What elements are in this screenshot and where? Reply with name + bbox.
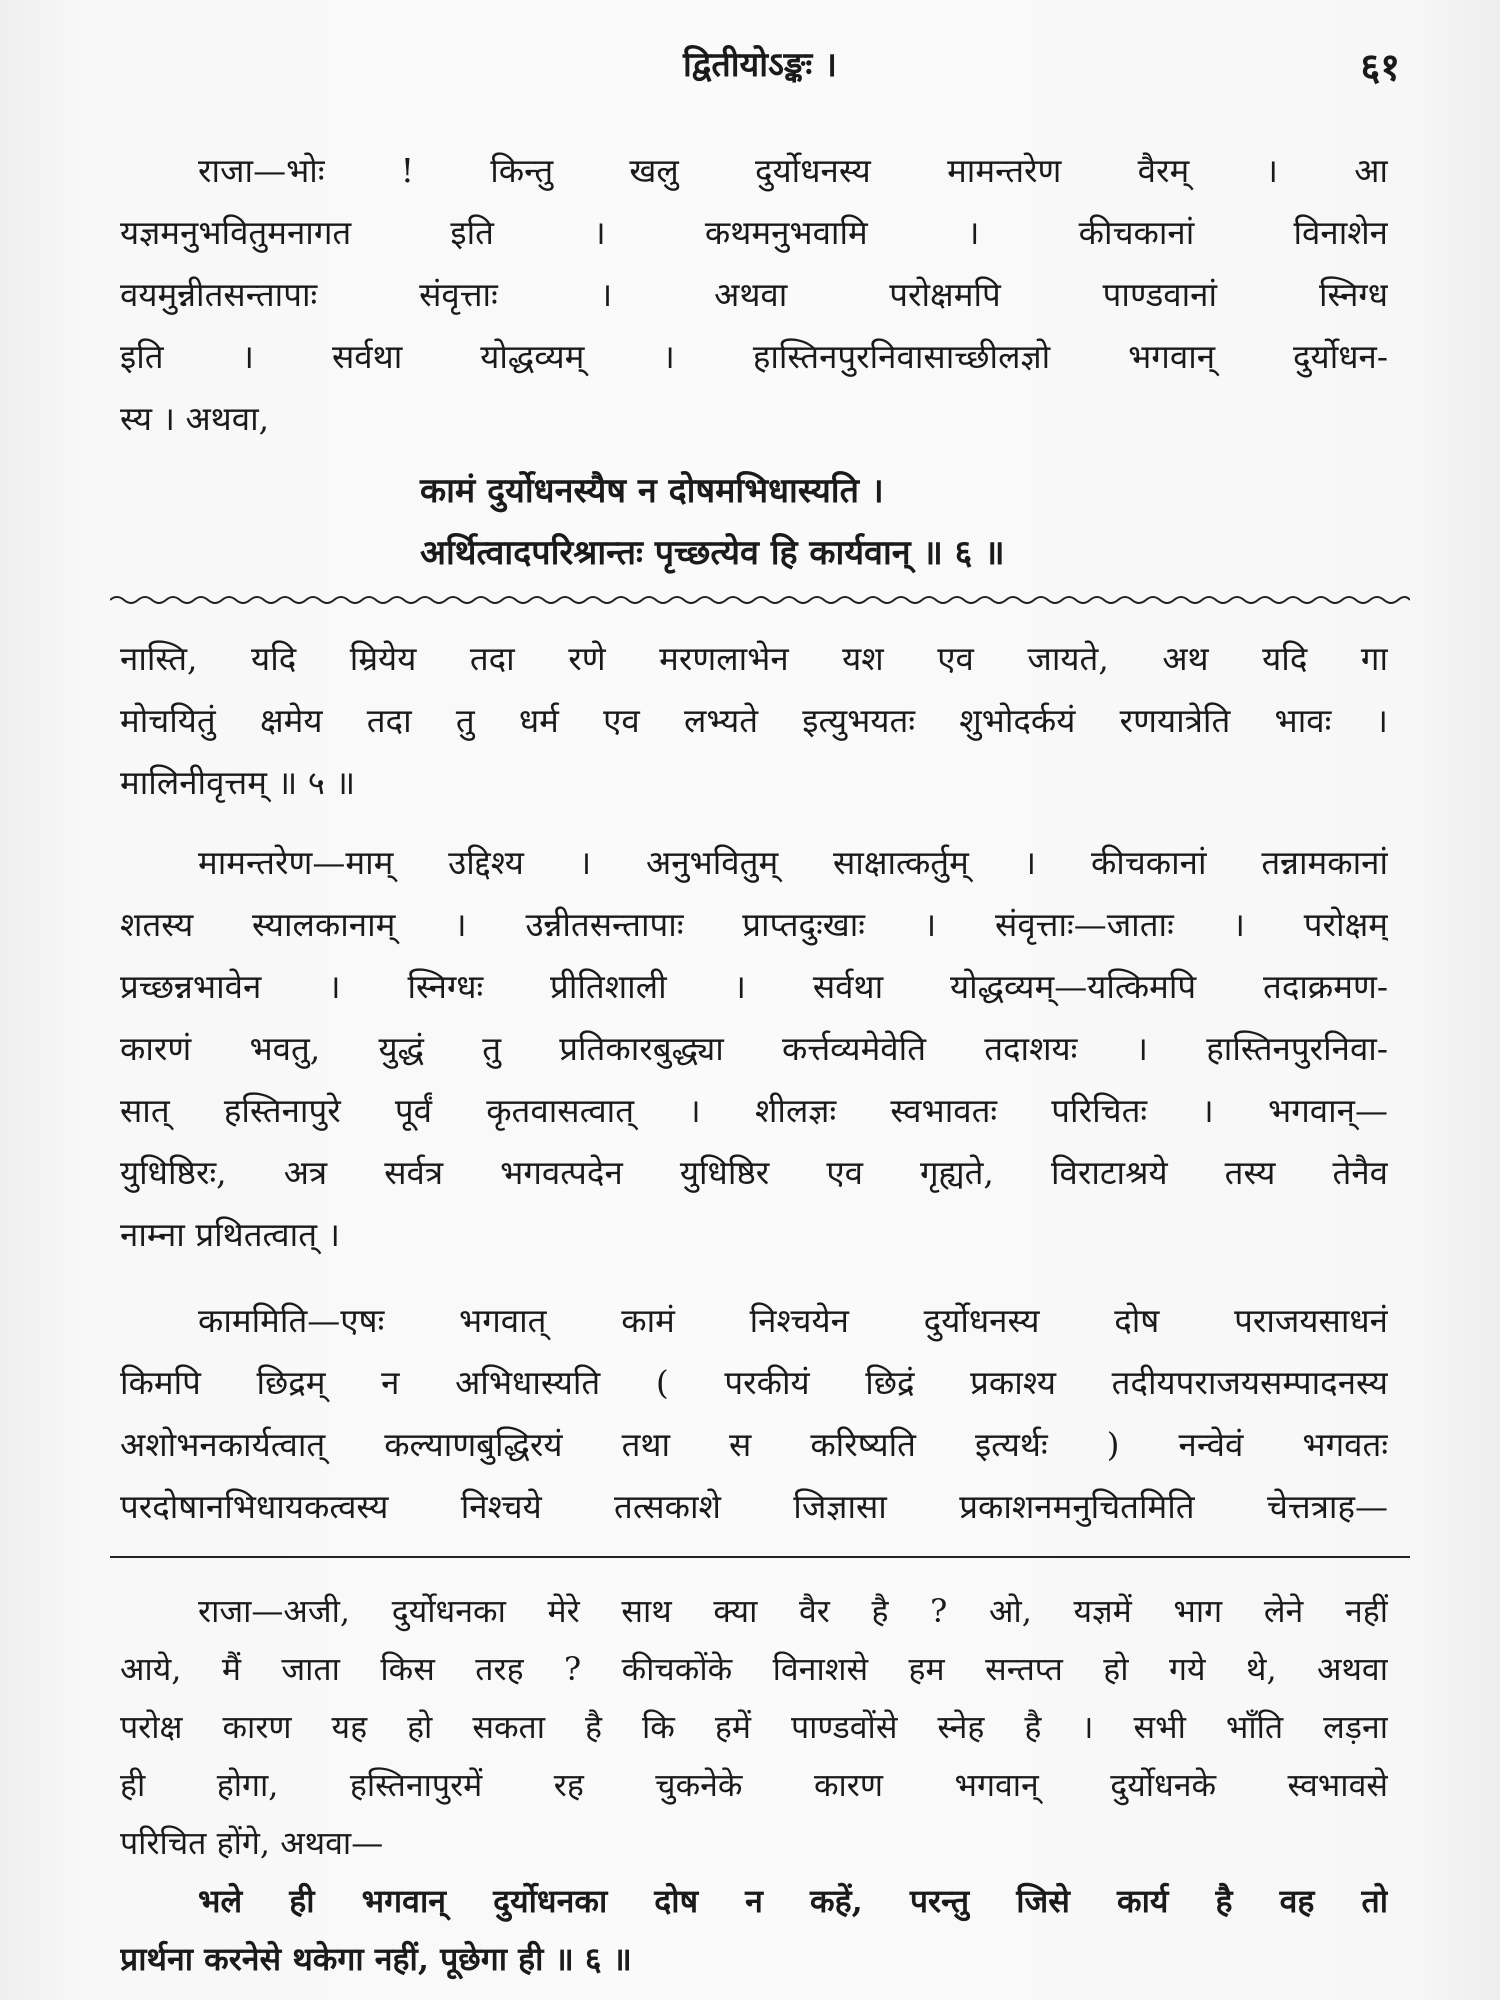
commentary-line: मामन्तरेण—माम् उद्दिश्य । अनुभवितुम् साक्षात्कर्तुम् । कीचकानां तन्नामकानां (198, 843, 1388, 882)
main-line: वयमुन्नीतसन्तापाः संवृत्ताः । अथवा परोक्षमपि पाण्डवानां स्निग्ध (120, 275, 1388, 314)
commentary-line: नाम्ना प्रथितत्वात् । (120, 1215, 341, 1254)
translation-line: परिचित होंगे, अथवा— (120, 1824, 384, 1862)
translation-line: आये, मैं जाता किस तरह ? कीचकोंके विनाशसे हम सन्तप्त हो गये थे, अथवा (120, 1650, 1388, 1688)
commentary-line: सात् हस्तिनापुरे पूर्वं कृतवासत्वात् । शीलज्ञः स्वभावतः परिचितः । भगवान्— (120, 1091, 1388, 1130)
page-header (120, 40, 1400, 100)
main-line: यज्ञमनुभवितुमनागत इति । कथमनुभवामि । कीचकानां विनाशेन (120, 213, 1388, 252)
translation-line: परोक्ष कारण यह हो सकता है कि हमें पाण्डवोंसे स्नेह है । सभी भाँति लड़ना (120, 1708, 1388, 1746)
commentary-line: मोचयितुं क्षमेय तदा तु धर्म एव लभ्यते इत्युभयतः शुभोदर्कयं रणयात्रेति भावः । (120, 701, 1388, 740)
translation-line: राजा—अजी, दुर्योधनका मेरे साथ क्या वैर है ? ओ, यज्ञमें भाग लेने नहीं (198, 1592, 1388, 1630)
main-text (120, 140, 1388, 450)
main-line: राजा—भोः ! किन्तु खलु दुर्योधनस्य मामन्तरेण वैरम् । आ (198, 151, 1388, 190)
commentary-line: किमपि छिद्रम् न अभिधास्यति ( परकीयं छिद्रं प्रकाश्य तदीयपराजयसम्पादनस्य (120, 1363, 1388, 1402)
chapter-title: द्वितीयोऽङ्कः । (682, 45, 838, 85)
translation-verse-line: प्रार्थना करनेसे थकेगा नहीं, पूछेगा ही ॥ ६ ॥ (120, 1940, 632, 1978)
translation-verse-line: भले ही भगवान् दुर्योधनका दोष न कहें, परन्तु जिसे कार्य है वह तो (198, 1882, 1388, 1920)
commentary-line: युधिष्ठिरः, अत्र सर्वत्र भगवत्पदेन युधिष्ठिर एव गृह्यते, विराटाश्रये तस्य तेनैव (120, 1153, 1388, 1192)
commentary-line: कारणं भवतु, युद्धं तु प्रतिकारबुद्ध्या कर्त्तव्यमेवेति तदाशयः । हास्तिनपुरनिवा- (120, 1029, 1388, 1068)
verse-line: कामं दुर्योधनस्यैष न दोषमभिधास्यति । (420, 471, 884, 511)
main-line: स्य । अथवा, (120, 399, 270, 438)
wavy-divider (110, 592, 1410, 608)
hindi-translation (120, 1582, 1388, 1988)
commentary-line: काममिति—एषः भगवात् कामं निश्चयेन दुर्योधनस्य दोष पराजयसाधनं (198, 1301, 1388, 1340)
page-number: ६१ (1360, 44, 1400, 89)
commentary-prev (120, 628, 1388, 814)
translation-line: ही होगा, हस्तिनापुरमें रह चुकनेके कारण भगवान् दुर्योधनके स्वभावसे (120, 1766, 1388, 1804)
commentary-para-2 (120, 1290, 1388, 1538)
horizontal-rule (110, 1556, 1410, 1558)
commentary-line: प्रच्छन्नभावेन । स्निग्धः प्रीतिशाली । सर्वथा योद्धव्यम्—यत्किमपि तदाक्रमण- (120, 967, 1388, 1006)
commentary-line: परदोषानभिधायकत्वस्य निश्चये तत्सकाशे जिज्ञासा प्रकाशनमनुचितमिति चेत्तत्राह— (120, 1487, 1388, 1526)
verse-line: अर्थित्वादपरिश्रान्तः पृच्छत्येव हि कार्यवान् ॥ ६ ॥ (420, 533, 1005, 573)
commentary-line: शतस्य स्यालकानाम् । उन्नीतसन्तापाः प्राप्तदुःखाः । संवृत्ताः—जाताः । परोक्षम् (120, 905, 1388, 944)
commentary-para-1 (120, 832, 1388, 1266)
commentary-line: नास्ति, यदि म्रियेय तदा रणे मरणलाभेन यश एव जायते, अथ यदि गा (120, 639, 1388, 678)
verse (420, 460, 1320, 584)
commentary-line: अशोभनकार्यत्वात् कल्याणबुद्धिरयं तथा स करिष्यति इत्यर्थः ) नन्वेवं भगवतः (120, 1425, 1388, 1464)
main-line: इति । सर्वथा योद्धव्यम् । हास्तिनपुरनिवासाच्छीलज्ञो भगवान् दुर्योधन- (120, 337, 1388, 376)
commentary-line: मालिनीवृत्तम् ॥ ५ ॥ (120, 763, 356, 802)
